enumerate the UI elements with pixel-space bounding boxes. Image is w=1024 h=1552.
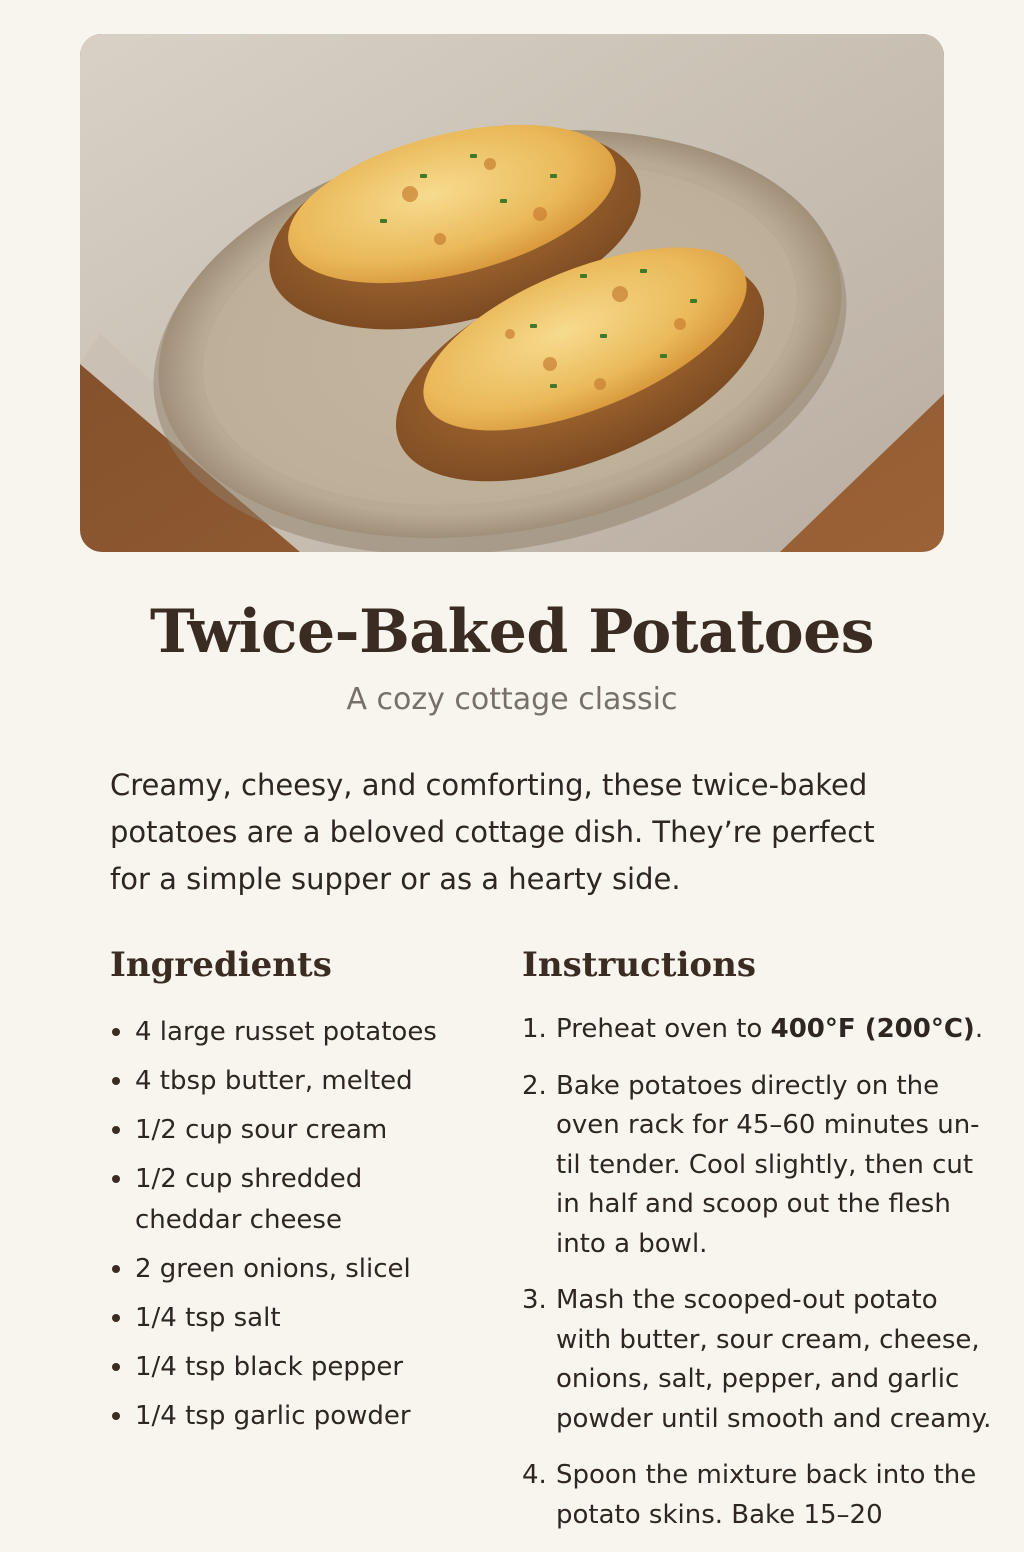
instruction-step (522, 1010, 992, 1050)
recipe-intro: Creamy, cheesy, and comforting, these twice-baked potatoes are a beloved cottage dish. They’re perfect for a simple supper or as a hearty side. (110, 768, 875, 896)
list-item: 4 large russet potatoes (110, 1012, 470, 1053)
list-item: 1/2 cup sour cream (110, 1110, 470, 1151)
step-text: Preheat oven to (556, 1014, 771, 1044)
instruction-step (522, 1067, 992, 1265)
hero-photo (80, 34, 944, 552)
step-text-end: . (974, 1014, 984, 1044)
twice-baked-potatoes-photo (80, 34, 944, 552)
instructions-heading: Instructions (522, 945, 756, 985)
ingredients-list (110, 1012, 470, 1445)
ingredients-heading: Ingredients (110, 945, 332, 985)
instructions-list (522, 1010, 992, 1552)
step-number: 1. (522, 1014, 547, 1044)
step-text: Mash the scooped-out potato with butter, sour cream, cheese, onions, salt, pepper, and garlic powder until smooth and creamy. (556, 1285, 992, 1434)
instruction-step (522, 1456, 992, 1535)
list-item: 1/4 tsp black pepper (110, 1347, 470, 1388)
step-number: 3. (522, 1285, 547, 1315)
step-text: Bake potatoes directly on the oven rack for 45–60 minutes un-til tender. Cool slightly, then cut in half and scoop out the flesh into a bowl. (556, 1070, 980, 1259)
list-item: 1/4 tsp salt (110, 1298, 470, 1339)
step-number: 4. (522, 1460, 547, 1490)
step-emphasis: 400°F (200°C) (770, 1014, 975, 1044)
recipe-title: Twice-Baked Potatoes (149, 597, 875, 667)
instruction-step (522, 1281, 992, 1439)
list-item: 1/4 tsp garlic powder (110, 1396, 470, 1437)
list-item: 2 green onions, slicel (110, 1249, 470, 1290)
list-item: 1/2 cup shredded cheddar cheese (110, 1159, 470, 1241)
list-item: 4 tbsp butter, melted (110, 1061, 470, 1102)
step-number: 2. (522, 1070, 547, 1101)
recipe-subtitle: A cozy cottage classic (346, 682, 678, 717)
step-text: Spoon the mixture back into the potato skins. Bake 15–20 (556, 1460, 977, 1530)
